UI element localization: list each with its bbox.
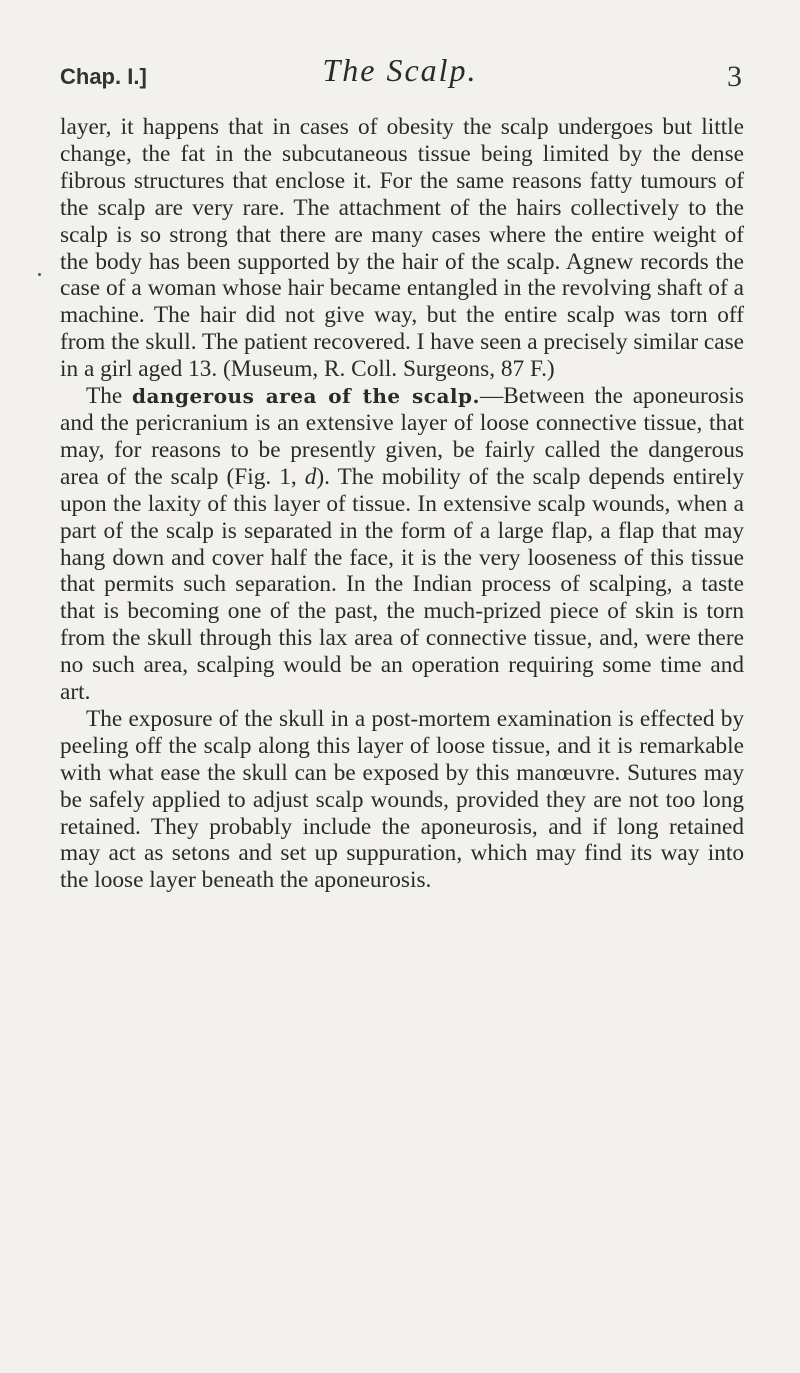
section-heading-dangerous-area: dangerous area of the scalp. bbox=[131, 384, 480, 409]
paragraph-2-lead: The bbox=[86, 383, 132, 410]
running-head bbox=[60, 48, 740, 98]
running-title: The Scalp. bbox=[322, 52, 478, 88]
figure-letter: d bbox=[304, 463, 317, 490]
paragraph-2 bbox=[60, 383, 744, 706]
margin-speck bbox=[38, 273, 41, 276]
page-number: 3 bbox=[727, 60, 742, 93]
paragraph-1: layer, it happens that in cases of obesity the scalp undergoes but little change, the fat in the subcutaneous tissue being limited by the dense fibrous structures that enclose it. For the same reasons fatty tumours of the scalp are very rare. The attachment of the hairs collectively to the scalp is so strong that there are many cases where the entire weight of the body has been supported by the hair of the scalp. Agnew records the case of a woman whose hair became entangled in the revolving shaft of a machine. The hair did not give way, but the entire scalp was torn off from the skull. The patient recovered. I have seen a precisely similar case in a girl aged 13. (Museum, R. Coll. Surgeons, 87 F.) bbox=[60, 114, 744, 383]
body-text bbox=[60, 114, 744, 894]
chapter-label: Chap. I.] bbox=[60, 64, 147, 89]
paragraph-3: The exposure of the skull in a post-mortem examination is effected by peeling off the scalp along this layer of loose tissue, and it is remarkable with what ease the skull can be exposed by this manœuvre. Sutures may be safely applied to adjust scalp wounds, provided they are not too long retained. They probably include the aponeurosis, and if long retained may act as setons and set up suppuration, which may find its way into the loose layer beneath the aponeurosis. bbox=[60, 705, 744, 894]
paragraph-2-continuation: ). The mobility of the scalp depends entirely upon the laxity of this layer of tissue. In extensive scalp wounds, when a part of the scalp is separated in the form of a large flap, a flap that may hang down and cover half the face, it is the very looseness of this tissue that permits such separation. In the Indian process of scalping, a taste that is becoming one of the past, the much-prized piece of skin is torn from the skull through this lax area of connective tissue, and, were there no such area, scalping would be an operation requiring some time and art. bbox=[60, 463, 744, 706]
paragraph-2-text: —Between the aponeurosis and the pericranium is an extensive layer of loose connective tissue, that may, for reasons to be presently given, be fairly called the dangerous area of the scalp (Fig. 1, bbox=[60, 383, 744, 490]
